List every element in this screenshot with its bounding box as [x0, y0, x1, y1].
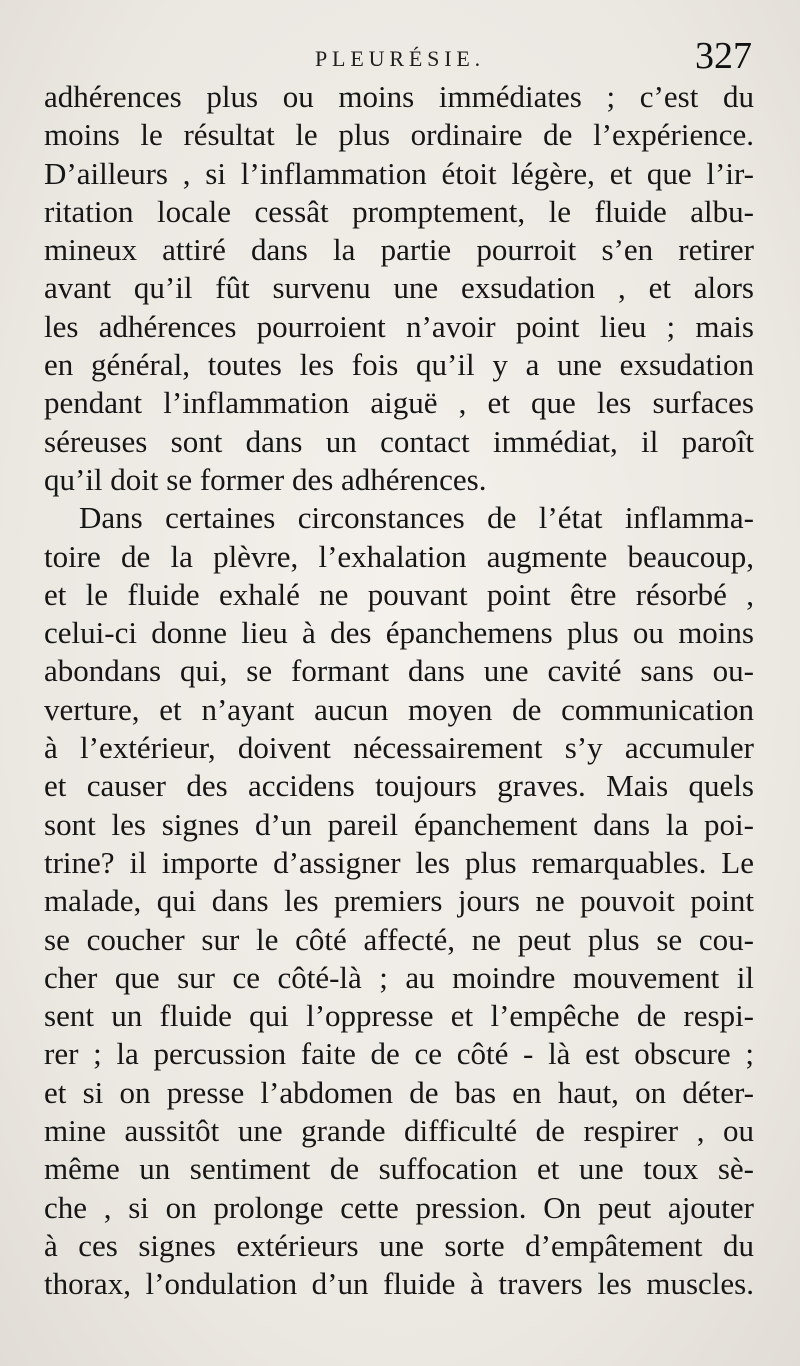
text-line: pendant l’inflammation aiguë , et que les surfaces — [44, 385, 754, 421]
text-line: sont les signes d’un pareil épanchement dans la poi- — [44, 806, 754, 842]
text-line: celui-ci donne lieu à des épanchemens plus ou moins — [44, 615, 754, 651]
running-title: PLEURÉSIE. — [314, 46, 485, 71]
text-line: et le fluide exhalé ne pouvant point être résorbé , — [44, 576, 754, 612]
text-line: abondans qui, se formant dans une cavité sans ou- — [44, 653, 754, 689]
text-line: D’ailleurs , si l’inflammation étoit légère, et que l’ir- — [44, 155, 754, 191]
text-line: à l’extérieur, doivent nécessairement s’y accumuler — [44, 730, 754, 766]
text-line: se coucher sur le côté affecté, ne peut plus se cou- — [44, 921, 754, 957]
text-line: avant qu’il fût survenu une exsudation , et alors — [44, 270, 754, 306]
text-line: mineux attiré dans la partie pourroit s’en retirer — [44, 232, 754, 268]
paragraph — [44, 78, 754, 499]
text-line: en général, toutes les fois qu’il y a une exsudation — [44, 347, 754, 383]
body-text — [44, 78, 754, 1304]
text-line: sent un fluide qui l’oppresse et l’empêche de respi- — [44, 998, 754, 1034]
text-line: les adhérences pourroient n’avoir point lieu ; mais — [44, 308, 754, 344]
paragraph — [44, 499, 754, 1303]
text-line: moins le résultat le plus ordinaire de l’expérience. — [44, 117, 754, 153]
text-line: cher que sur ce côté-là ; au moindre mouvement il — [44, 959, 754, 995]
text-line: adhérences plus ou moins immédiates ; c’est du — [44, 79, 754, 114]
text-line: ritation locale cessât promptement, le fluide albu- — [44, 193, 754, 229]
text-line: rer ; la percussion faite de ce côté - là est obscure ; — [44, 1036, 754, 1072]
text-line: che , si on prolonge cette pression. On peut ajouter — [44, 1189, 754, 1225]
text-line: Dans certaines circonstances de l’état inflamma- — [79, 500, 754, 536]
text-line: même un sentiment de suffocation et une toux sè- — [44, 1151, 754, 1187]
text-line: trine? il importe d’assigner les plus remarquables. Le — [44, 844, 754, 880]
text-line: thorax, l’ondulation d’un fluide à travers les muscles. — [44, 1266, 754, 1302]
text-line: à ces signes extérieurs une sorte d’empâtement du — [44, 1227, 754, 1263]
text-line: toire de la plèvre, l’exhalation augmente beaucoup, — [44, 538, 754, 574]
text-line: qu’il doit se former des adhérences. — [44, 461, 487, 497]
text-line: malade, qui dans les premiers jours ne pouvoit point — [44, 883, 754, 919]
page-number: 327 — [695, 35, 752, 77]
text-line: verture, et n’ayant aucun moyen de communication — [44, 691, 754, 727]
text-line: séreuses sont dans un contact immédiat, il paroît — [44, 423, 754, 459]
text-line: mine aussitôt une grande difficulté de respirer , ou — [44, 1113, 754, 1149]
text-line: et si on presse l’abdomen de bas en haut, on déter- — [44, 1074, 754, 1110]
text-line: et causer des accidens toujours graves. Mais quels — [44, 768, 754, 804]
